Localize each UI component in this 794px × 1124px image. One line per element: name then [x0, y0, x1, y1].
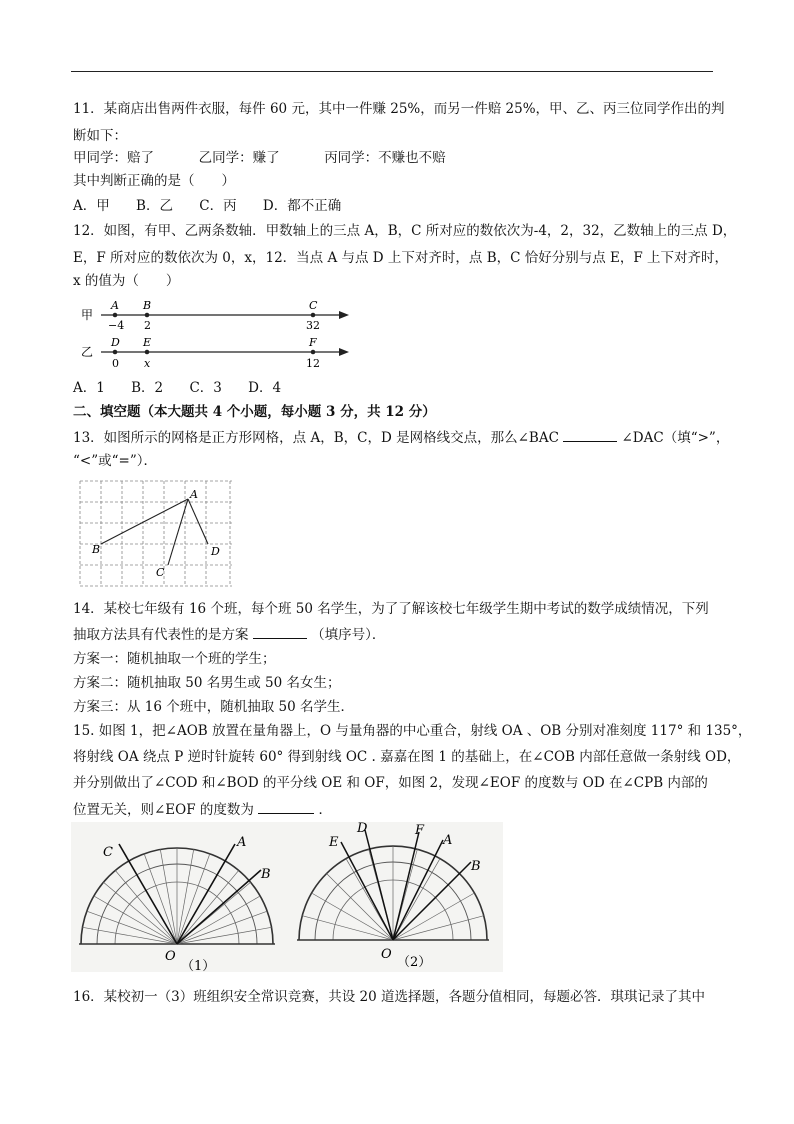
q14-line2-start: 抽取方法具有代表性的是方案	[73, 627, 249, 643]
q11-option-d: D．都不正确	[262, 198, 342, 214]
fig2-label-o: O	[381, 947, 392, 962]
axis-jia-arrow	[339, 311, 349, 319]
q13-line1	[73, 428, 729, 447]
protractor-1	[79, 835, 275, 972]
fig2-label-d: D	[357, 822, 368, 836]
point-c-dot	[311, 313, 316, 318]
point-e-dot	[145, 350, 150, 355]
q15-line4-end: ．	[318, 802, 332, 818]
protractor-2	[297, 822, 489, 970]
value-b: 2	[144, 319, 151, 332]
q14-line1: 14．某校七年级有 16 个班，每个班 50 名学生，为了了解该校七年级学生期中考试的数学成绩情况，下列	[73, 601, 709, 617]
q11-ask: 其中判断正确的是（ ）	[73, 173, 235, 189]
value-c: 32	[306, 319, 320, 332]
q13-line1-end: ∠DAC（填“>”，	[621, 430, 730, 446]
judgement-jia: 甲同学：赔了	[73, 150, 154, 166]
q14-line2-end: （填序号）．	[311, 627, 386, 643]
grid-point-b: B	[92, 543, 101, 556]
q12-line3: x 的值为（ ）	[73, 273, 180, 289]
q13-line1-start: 13．如图所示的网格是正方形网格，点 A，B，C，D 是网格线交点，那么∠BAC	[73, 430, 559, 446]
axis-yi-arrow	[339, 348, 349, 356]
grid-point-d: D	[211, 545, 220, 558]
point-e-label: E	[143, 336, 152, 349]
fig2-caption: （2）	[397, 955, 432, 970]
fig2-label-a: A	[443, 833, 453, 848]
q13-line2: “<”或“=”）．	[73, 453, 157, 469]
value-f: 12	[306, 357, 320, 370]
protractor-photo	[71, 822, 503, 972]
grid-point-c: C	[156, 566, 165, 579]
value-a: −4	[108, 319, 125, 332]
fig2-label-b: B	[471, 859, 481, 874]
fig2-label-e: E	[329, 835, 339, 850]
point-b-dot	[145, 313, 150, 318]
point-a-label: A	[111, 299, 119, 312]
q14-plan-1: 方案一：随机抽取一个班的学生；	[73, 651, 276, 667]
point-d-label: D	[111, 336, 120, 349]
q11-option-a: A．甲	[73, 198, 110, 214]
q12-option-a: A．1	[73, 380, 105, 396]
q15-line4-start: 位置无关，则∠EOF 的度数为	[73, 802, 254, 818]
q11-option-b: B．乙	[136, 198, 173, 214]
q12-option-d: D．4	[248, 380, 282, 396]
q11-judgements	[73, 149, 446, 167]
q15-line3: 并分别做出了∠COD 和∠BOD 的平分线 OE 和 OF，如图 2，发现∠EOF 的度数与 OD 在∠CPB 内部的	[73, 775, 708, 791]
q12-options	[73, 379, 303, 397]
protractor-figures	[71, 822, 503, 972]
q14-plan-2: 方案二：随机抽取 50 名男生或 50 名女生；	[73, 675, 341, 691]
q12-line1: 12．如图，有甲、乙两条数轴．甲数轴上的三点 A，B，C 所对应的数依次为-4，2，32，乙数轴上的三点 D，	[73, 223, 737, 239]
point-a-dot	[113, 313, 118, 318]
point-c-label: C	[309, 299, 318, 312]
point-b-label: B	[143, 299, 152, 312]
value-d: 0	[112, 357, 119, 370]
q11-option-c: C．丙	[199, 198, 237, 214]
fig1-label-c: C	[103, 845, 113, 860]
fig2-label-f: F	[415, 823, 425, 838]
judgement-bing: 丙同学：不赚也不赔	[324, 150, 446, 166]
q11-options	[73, 197, 363, 215]
fig1-label-a: A	[237, 835, 247, 850]
fig1-label-o: O	[165, 949, 176, 964]
q14-line2	[73, 625, 385, 644]
q12-line2: E，F 所对应的数依次为 0，x，12．当点 A 与点 D 上下对齐时，点 B，C 恰好分别与点 E，F 上下对齐时，	[73, 250, 729, 266]
q15-line4	[73, 800, 332, 819]
grid-point-a: A	[190, 488, 198, 501]
q11-line2: 断如下：	[73, 128, 127, 144]
point-f-dot	[311, 350, 316, 355]
q15-answer-blank	[258, 800, 314, 814]
section-heading: 二、填空题（本大题共 4 个小题，每小题 3 分，共 12 分）	[73, 404, 436, 420]
axis-jia-label: 甲	[81, 308, 94, 322]
point-d-dot	[113, 350, 118, 355]
grid-figure	[78, 479, 238, 589]
q12-option-c: C．3	[189, 380, 222, 396]
q15-line2: 将射线 OA 绕点 P 逆时针旋转 60° 得到射线 OC . 嘉嘉在图 1 的基础上，在∠COB 内部任意做一条射线 OD，	[73, 749, 741, 765]
q14-plan-3: 方案三：从 16 个班中，随机抽取 50 名学生．	[73, 699, 355, 715]
value-e: x	[144, 357, 151, 370]
fig1-caption: （1）	[181, 959, 216, 972]
q13-answer-blank	[563, 428, 617, 442]
q11-line1: 11．某商店出售两件衣服，每件 60 元，其中一件赚 25%，而另一件赔 25%，甲、乙、丙三位同学作出的判	[73, 101, 725, 117]
axis-yi-label: 乙	[81, 345, 94, 359]
q14-answer-blank	[253, 625, 307, 639]
header-rule	[71, 71, 713, 72]
fig1-label-b: B	[261, 867, 271, 882]
number-lines-figure	[73, 294, 363, 374]
q12-option-b: B．2	[131, 380, 164, 396]
q15-line1: 15. 如图 1，把∠AOB 放置在量角器上，O 与量角器的中心重合，射线 OA 、OB 分别对准刻度 117° 和 135°，	[73, 723, 752, 739]
segment-ad	[188, 499, 208, 544]
q16-line1: 16．某校初一（3）班组织安全常识竞赛，共设 20 道选择题，各题分值相同，每题必答．琪琪记录了其中	[73, 989, 706, 1005]
judgement-yi: 乙同学：赚了	[198, 150, 280, 166]
point-f-label: F	[309, 336, 317, 349]
segment-ab	[101, 499, 188, 544]
